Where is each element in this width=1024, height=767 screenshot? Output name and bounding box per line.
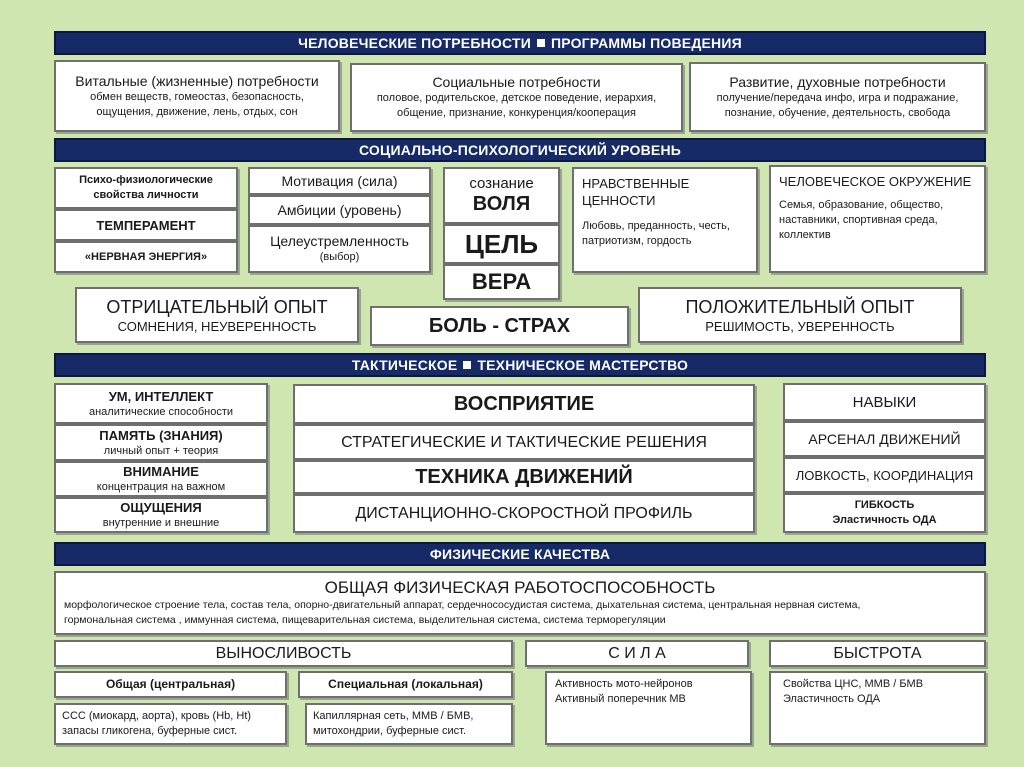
endurance-title: ВЫНОСЛИВОСТЬ [215,645,352,662]
concentration-label: концентрация на важном [96,481,226,493]
intellect-label: УМ, ИНТЕЛЛЕКТ [108,388,214,404]
endurance-general-details [54,703,287,745]
arsenal-label: АРСЕНАЛ ДВИЖЕНИЙ [808,430,961,447]
purpose-box [248,225,431,273]
attention-box [54,461,268,497]
vital-needs-line2: ощущения, движение, лень, отдых, сон [96,105,298,118]
negative-sub: СОМНЕНИЯ, НЕУВЕРЕННОСТЬ [117,318,317,334]
skills-box [783,383,986,421]
moral-line1: Любовь, преданность, честь, [582,220,730,232]
faith-label: ВЕРА [471,269,532,294]
will-label: ВОЛЯ [472,193,531,215]
agility-box [783,457,986,493]
general-capacity-line1: морфологическое строение тела, состав тела, опорно-двигательный аппарат, сердечнососудистая система, дыхательная система, центральная нервная система, [64,599,861,611]
purpose-label: Целеустремленность [270,233,409,249]
square-separator-icon [537,39,545,47]
environment-line3: коллектив [779,229,831,241]
header-tactical-technical [54,353,986,377]
technique-label: ТЕХНИКА ДВИЖЕНИЙ [415,466,633,488]
strength-line2: Активный поперечник МВ [555,693,686,705]
social-needs-box [350,63,683,132]
endurance-general-box [54,671,287,698]
sensations-box [54,497,268,533]
temperament-box [54,209,238,241]
psycho-properties-box [54,167,238,209]
decisions-label: СТРАТЕГИЧЕСКИЕ И ТАКТИЧЕСКИЕ РЕШЕНИЯ [341,433,707,451]
motivation-box [248,167,431,195]
agility-label: ЛОВКОСТЬ, КООРДИНАЦИЯ [795,467,974,483]
development-needs-line1: получение/передача инфо, игра и подражание, [716,91,959,104]
strength-box [525,640,749,667]
faith-box [443,264,560,300]
general-capacity-line2: гормональная система , иммунная система, пищеварительная система, выделительная система, система терморегуляции [64,614,666,626]
positive-title: ПОЛОЖИТЕЛЬНЫЙ ОПЫТ [685,296,915,317]
speed-details [769,671,986,745]
strength-title: С И Л А [608,645,666,662]
social-needs-line1: половое, родительское, детское поведение, иерархия, [376,92,657,104]
profile-label: ДИСТАНЦИОННО-СКОРОСТНОЙ ПРОФИЛЬ [355,505,693,522]
motivation-label: Мотивация (сила) [281,172,398,189]
endurance-special-label: Специальная (локальная) [328,677,483,691]
general-capacity-title: ОБЩАЯ ФИЗИЧЕСКАЯ РАБОТОСПОСОБНОСТЬ [324,578,716,597]
psycho-line1: Психо-физиологические [79,174,213,186]
memory-box [54,424,268,461]
endurance-general-line1: ССС (миокард, аорта), кровь (Hb, Ht) [62,710,252,722]
header-social-psychological: СОЦИАЛЬНО-ПСИХОЛОГИЧЕСКИЙ УРОВЕНЬ [54,138,986,162]
header-needs-programs [54,31,986,55]
vital-needs-title: Витальные (жизненные) потребности [75,72,319,89]
band1-left: ЧЕЛОВЕЧЕСКИЕ ПОТРЕБНОСТИ [298,35,531,51]
endurance-special-details [305,703,513,745]
negative-title: ОТРИЦАТЕЛЬНЫЙ ОПЫТ [106,296,328,317]
development-needs-box [689,62,986,132]
flexibility-label: ГИБКОСТЬ [854,499,915,511]
social-needs-title: Социальные потребности [432,74,601,90]
purpose-choice: (выбор) [319,251,360,263]
moral-title2: ЦЕННОСТИ [582,193,656,208]
arsenal-box [783,421,986,457]
environment-title: ЧЕЛОВЕЧЕСКОЕ ОКРУЖЕНИЕ [779,174,972,189]
intellect-box [54,383,268,424]
positive-experience-box [638,287,962,343]
environment-box [769,165,986,273]
endurance-general-line2: запасы гликогена, буферные сист. [62,725,238,737]
experience-label: личный опыт + теория [103,444,219,457]
endurance-box [54,640,513,667]
positive-sub: РЕШИМОСТЬ, УВЕРЕННОСТЬ [705,318,895,334]
endurance-special-line1: Капиллярная сеть, ММВ / БМВ, [313,710,474,722]
temperament-label: ТЕМПЕРАМЕНТ [96,217,196,233]
pain-fear-label: БОЛЬ - СТРАХ [428,315,571,337]
general-capacity-box [54,571,986,635]
band3-left: ТАКТИЧЕСКОЕ [351,357,458,373]
analytic-label: аналитические способности [88,405,234,418]
pain-fear-box [370,306,629,346]
nervous-energy-label: «НЕРВНАЯ ЭНЕРГИЯ» [84,250,208,263]
strength-line1: Активность мото-нейронов [555,678,693,690]
social-needs-line2: общение, признание, конкуренция/кооперация [397,107,636,119]
vital-needs-line1: обмен веществ, гомеостаз, безопасность, [90,90,304,103]
moral-title1: НРАВСТВЕННЫЕ [582,176,690,191]
band1-right: ПРОГРАММЫ ПОВЕДЕНИЯ [550,35,742,51]
attention-label: ВНИМАНИЕ [123,464,199,479]
will-box [443,167,560,224]
development-needs-line2: познание, обучение, деятельность, свобода [724,106,951,119]
nervous-energy-box [54,241,238,273]
goal-box [443,224,560,264]
header-physical-qualities: ФИЗИЧЕСКИЕ КАЧЕСТВА [54,542,986,566]
endurance-special-box [298,671,513,698]
decisions-box [293,424,755,460]
moral-values-box [572,167,758,273]
development-needs-title: Развитие, духовные потребности [729,73,946,90]
square-separator-icon [463,361,471,369]
perception-box [293,384,755,424]
psycho-line2: свойства личности [93,189,199,201]
memory-label: ПАМЯТЬ (ЗНАНИЯ) [99,427,223,443]
ambition-label: Амбиции (уровень) [277,201,402,218]
endurance-general-label: Общая (центральная) [105,677,236,691]
speed-line2: Эластичность ОДА [783,693,881,705]
flexibility-box [783,493,986,533]
sensations-label: ОЩУЩЕНИЯ [120,500,202,515]
strength-details [545,671,752,745]
speed-title: БЫСТРОТА [833,645,922,662]
inner-outer-label: внутренние и внешние [102,517,220,529]
goal-label: ЦЕЛЬ [464,229,539,259]
vital-needs-box [54,60,340,132]
technique-box [293,460,755,494]
moral-line2: патриотизм, гордость [582,235,692,247]
speed-line1: Свойства ЦНС, ММВ / БМВ [783,678,924,690]
consciousness-label: сознание [469,175,534,192]
speed-box [769,640,986,667]
perception-label: ВОСПРИЯТИЕ [453,393,595,415]
profile-box [293,494,755,533]
elasticity-label: Эластичность ОДА [832,514,937,526]
ambition-box [248,195,431,225]
band3-right: ТЕХНИЧЕСКОЕ МАСТЕРСТВО [477,357,689,373]
environment-line2: наставники, спортивная среда, [779,214,938,226]
skills-label: НАВЫКИ [852,393,917,411]
negative-experience-box [75,287,359,343]
endurance-special-line2: митохондрии, буферные сист. [313,725,467,737]
environment-line1: Семья, образование, общество, [779,199,944,211]
